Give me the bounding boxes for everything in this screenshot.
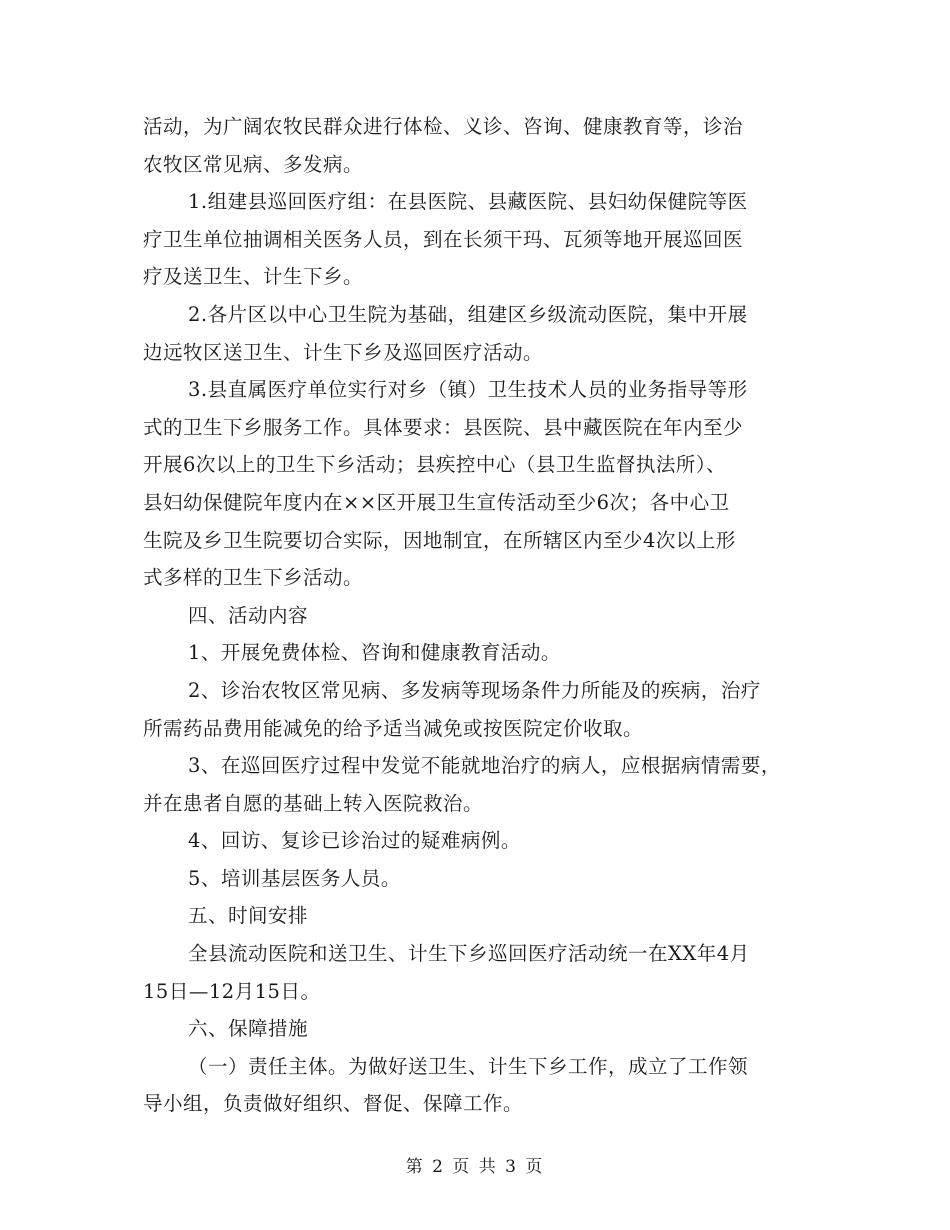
heading-line: 四、活动内容 <box>188 603 309 627</box>
text-line: 县妇幼保健院年度内在××区开展卫生宣传活动至少6次；各中心卫 <box>143 490 730 514</box>
paragraph <box>143 634 833 672</box>
text-line: 1、开展免费体检、咨询和健康教育活动。 <box>188 641 561 665</box>
text-line: 活动，为广阔农牧民群众进行体检、义诊、咨询、健康教育等，诊治 <box>143 115 744 138</box>
text-line: 农牧区常见病、多发病。 <box>143 152 364 176</box>
paragraph <box>143 860 833 898</box>
section-heading <box>143 1010 833 1048</box>
heading-line: 五、时间安排 <box>188 904 309 928</box>
page-number-footer: 第 2 页 共 3 页 <box>405 1157 545 1177</box>
paragraph <box>143 935 833 1010</box>
text-line: 2.各片区以中心卫生院为基础，组建区乡级流动医院，集中开展 <box>188 302 748 326</box>
paragraph <box>143 296 833 371</box>
text-line: 式的卫生下乡服务工作。具体要求：县医院、县中藏医院在年内至少 <box>143 415 744 439</box>
paragraph <box>143 822 833 860</box>
text-line: 并在患者自愿的基础上转入医院救治。 <box>143 791 484 815</box>
text-line: 2、诊治农牧区常见病、多发病等现场条件力所能及的疾病，治疗 <box>188 678 761 702</box>
paragraph <box>143 747 833 822</box>
text-line: 4、回访、复诊已诊治过的疑难病例。 <box>188 829 521 853</box>
heading-line: 六、保障措施 <box>188 1017 309 1041</box>
text-line: 5、培训基层医务人员。 <box>188 866 401 890</box>
document-body <box>143 108 833 1123</box>
text-line: （一）责任主体。为做好送卫生、计生下乡工作，成立了工作领 <box>188 1054 749 1078</box>
section-heading <box>143 597 833 635</box>
text-line: 15日—12月15日。 <box>143 979 321 1003</box>
text-line: 全县流动医院和送卫生、计生下乡巡回医疗活动统一在XX年4月 <box>188 942 750 966</box>
text-line: 3.县直属医疗单位实行对乡（镇）卫生技术人员的业务指导等形 <box>188 378 748 402</box>
paragraph <box>143 371 833 597</box>
text-line: 疗卫生单位抽调相关医务人员，到在长须干玛、瓦须等地开展巡回医 <box>143 227 744 251</box>
text-line: 式多样的卫生下乡活动。 <box>143 566 364 590</box>
paragraph <box>143 108 833 183</box>
paragraph <box>143 672 833 747</box>
section-heading <box>143 897 833 935</box>
paragraph <box>143 183 833 296</box>
text-line: 3、在巡回医疗过程中发觉不能就地治疗的病人，应根据病情需要， <box>188 754 781 778</box>
text-line: 导小组，负责做好组织、督促、保障工作。 <box>143 1092 524 1116</box>
text-line: 边远牧区送卫生、计生下乡及巡回医疗活动。 <box>143 340 544 364</box>
text-line: 开展6次以上的卫生下乡活动；县疾控中心（县卫生监督执法所）、 <box>143 453 727 477</box>
paragraph <box>143 1048 833 1123</box>
text-line: 生院及乡卫生院要切合实际，因地制宜，在所辖区内至少4次以上形 <box>143 528 736 552</box>
text-line: 所需药品费用能减免的给予适当减免或按医院定价收取。 <box>143 716 644 740</box>
text-line: 疗及送卫生、计生下乡。 <box>143 265 364 289</box>
text-line: 1.组建县巡回医疗组：在县医院、县藏医院、县妇幼保健院等医 <box>188 190 748 214</box>
